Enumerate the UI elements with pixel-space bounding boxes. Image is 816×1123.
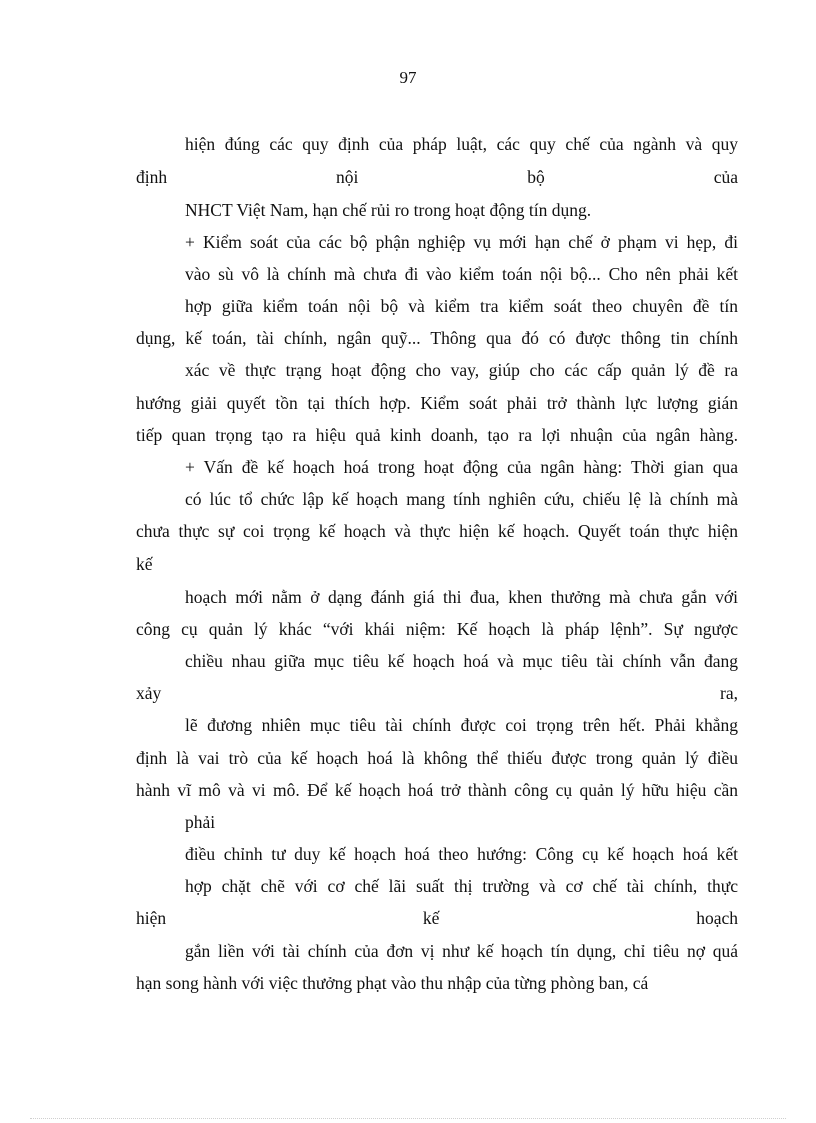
text-line: xảy ra, xyxy=(136,683,738,703)
text-line: gắn liền với tài chính của đơn vị như kế hoạch tín dụng, chỉ tiêu nợ quá xyxy=(185,941,738,961)
text-line: hiện kế hoạch xyxy=(136,908,738,928)
text-line: vào sù vô là chính mà chưa đi vào kiểm toán nội bộ... Cho nên phải kết xyxy=(185,264,738,284)
text-line: định nội bộ của xyxy=(136,167,738,187)
text-line: định là vai trò của kế hoạch hoá là không thể thiếu được trong quản lý điều xyxy=(136,748,738,768)
text-line: NHCT Việt Nam, hạn chế rủi ro trong hoạt động tín dụng. xyxy=(185,200,592,220)
text-line: dụng, kế toán, tài chính, ngân quỹ... Thông qua đó có được thông tin chính xyxy=(136,328,738,348)
text-line: hợp chặt chẽ với cơ chế lãi suất thị trường và cơ chế tài chính, thực xyxy=(185,876,738,896)
text-line: chưa thực sự coi trọng kế hoạch và thực hiện kế hoạch. Quyết toán thực hiện xyxy=(136,521,738,541)
text-line: tiếp quan trọng tạo ra hiệu quả kinh doanh, tạo ra lợi nhuận của ngân hàng. xyxy=(136,425,738,445)
text-line: hạn song hành với việc thưởng phạt vào thu nhập của từng phòng ban, cá xyxy=(136,973,649,993)
text-line: hướng giải quyết tồn tại thích hợp. Kiểm soát phải trở thành lực lượng gián xyxy=(136,393,738,413)
text-line: phải xyxy=(185,812,216,832)
text-line: công cụ quản lý khác “với khái niệm: Kế hoạch là pháp lệnh”. Sự ngược xyxy=(136,619,738,639)
text-line: hành vĩ mô và vi mô. Để kế hoạch hoá trở thành công cụ quản lý hữu hiệu cần xyxy=(136,780,738,800)
text-line: kế xyxy=(136,554,153,574)
page-bottom-divider xyxy=(30,1118,786,1119)
text-line: hoạch mới nằm ở dạng đánh giá thi đua, khen thưởng mà chưa gắn với xyxy=(185,587,738,607)
text-line: + Kiểm soát của các bộ phận nghiệp vụ mới hạn chế ở phạm vi hẹp, đi xyxy=(185,232,738,252)
text-line: hiện đúng các quy định của pháp luật, các quy chế của ngành và quy xyxy=(185,134,738,154)
page-number: 97 xyxy=(399,68,417,87)
text-line: + Vấn đề kế hoạch hoá trong hoạt động của ngân hàng: Thời gian qua xyxy=(185,457,738,477)
text-line: điều chỉnh tư duy kế hoạch hoá theo hướng: Công cụ kế hoạch hoá kết xyxy=(185,844,738,864)
text-line: chiều nhau giữa mục tiêu kế hoạch hoá và mục tiêu tài chính vẫn đang xyxy=(185,651,738,671)
text-line: có lúc tổ chức lập kế hoạch mang tính nghiên cứu, chiếu lệ là chính mà xyxy=(185,489,738,509)
text-line: xác về thực trạng hoạt động cho vay, giúp cho các cấp quản lý đề ra xyxy=(185,360,738,380)
text-line: lẽ đương nhiên mục tiêu tài chính được coi trọng trên hết. Phải khẳng xyxy=(185,715,738,735)
text-line: hợp giữa kiểm toán nội bộ và kiểm tra kiểm soát theo chuyên đề tín xyxy=(185,296,738,316)
